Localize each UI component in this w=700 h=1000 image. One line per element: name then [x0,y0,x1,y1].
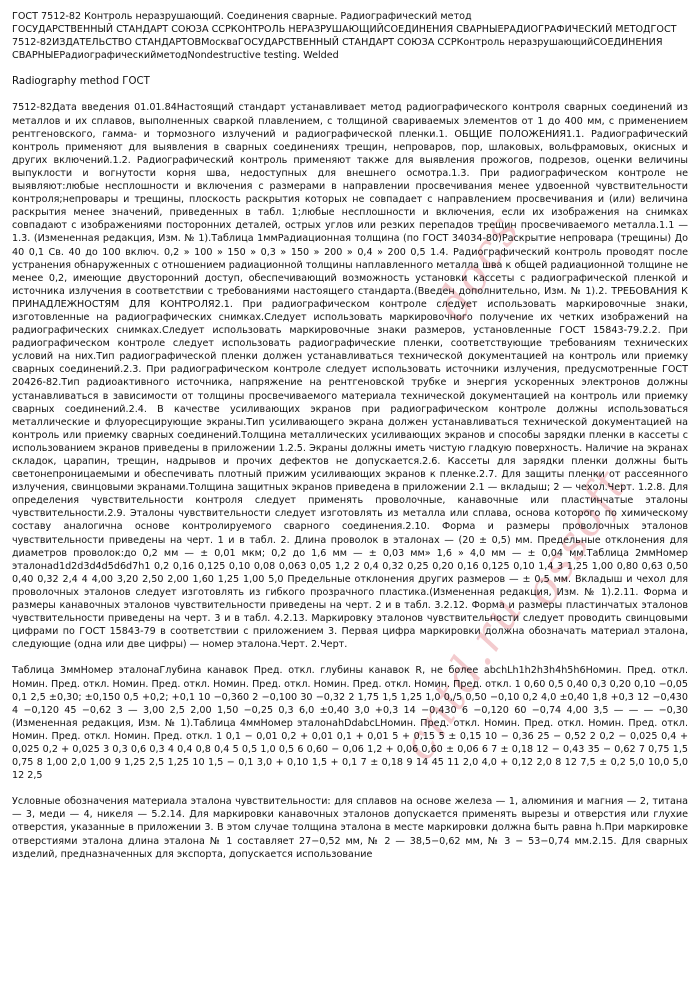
watermark-text-3: cntd.ru [390,584,534,770]
document-footer-note: Условные обозначения материала эталона чувствительности: для сплавов на основе железа — 1, алюминия и магния — 2, титана — 3, меди — 4, никеля — 5.2.14. Для маркировки канавочных эталонов допускается применять вырезы и отверстия или глухие отверстия, указанные в приложении 3. В этом случае толщина эталона в месте маркировки должна быть равна h.При маркировке отверстиями эталона длина эталона № 1 составляет 27−0,52 мм, № 2 — 38,5−0,62 мм, № 3 − 53−0,74 мм.2.15. Для сварных изделий, предназначенных для экспорта, допускается использование [12,796,688,860]
document-table-block: Таблица 3ммНомер эталонаГлубина канавок Пред. откл. глубины канавок R, не более abchLh1h2h3h4h5h6Номин. Пред. откл. Номин. Пред. откл. Номин. Пред. откл. Номин. Пред. откл. Номин. Пред. откл. Номин. Пред. откл. 1 0,60 0,5 0,40 0,3 0,20 0,10 −0,05 0,1 2,5 ±0,30; ±0,150 0,5 +0,2; +0,1 10 −0,360 2 −0,100 30 −0,32 2 1,75 1,5 1,25 1,0 0,/5 0,50 −0,10 0,2 4,0 ±0,40 1,8 +0,3 12 −0,430 4 −0,120 45 −0,62 3 — 3,00 2,5 2,00 1,50 −0,25 0,3 6,0 ±0,40 3,0 +0,3 14 −0,430 6 −0,120 60 −0,74 4,00 3,5 — — — −0,30 (Измененная редакция, Изм. № 1).Таблица 4ммНомер эталонаhDdabcLHомин. Пред. откл. Номин. Пред. откл. Номин. Пред. откл. Номин. Пред. откл. Номин. Пред. откл. 1 0,1 − 0,01 0,2 + 0,01 0,1 + 0,01 5 + 0,15 5 ± 0,15 10 − 0,36 25 − 0,52 2 0,2 − 0,025 0,4 + 0,025 0,2 + 0,025 3 0,3 0,6 0,3 4 0,4 0,8 0,4 5 0,5 1,0 0,5 6 0,60 − 0,06 1,2 + 0,06 0,60 ± 0,06 6 7 ± 0,18 12 − 0,43 35 − 0,62 7 0,75 1,5 0,75 8 1,00 2,0 1,00 9 1,25 2,5 1,25 10 1,5 − 0,1 3,0 + 0,10 1,5 + 0,1 7 ± 0,18 9 14 45 11 2,0 4,0 + 0,12 2,0 8 12 7,5 ± 0,2 5,0 10,0 5,0 12 2,5 [12,665,688,782]
document-subtitle: Radiography method ГОСТ [12,76,150,88]
watermark-text-1: docs [424,204,531,330]
document-body-main: 7512-82Дата введения 01.01.84Настоящий стандарт устанавливает метод радиографического контроля сварных соединений из металлов и их сплавов, выполненных сваркой плавлением, с толщиной свариваемых элементов от 1 до 400 мм, с применением рентгеновского, гамма- и тормозного излучений и радиографической пленки.1. ОБЩИЕ ПОЛОЖЕНИЯ1.1. Радиографический контроль применяют для выявления в сварных соединениях трещин, непроваров, пор, шлаковых, вольфрамовых, окисных и других включений.1.2. Радиографический контроль применяют также для выявления прожогов, подрезов, оценки величины выпуклости и вогнутости корня шва, недоступных для внешнего осмотра.1.3. При радиографическом контроле не выявляют:любые несплошности и включения с размерами в направлении просвечивания менее удвоенной чувствительности контроля;непровары и трещины, плоскость раскрытия которых не совпадает с направлением просвечивания и (или) величина раскрытия менее значений, приведенных в табл. 1;любые несплошности и включения, если их изображения на снимках совпадают с изображениями посторонних деталей, острых углов или резких перепадов трещин просвечиваемого металла.1.1 — 1.3. (Измененная редакция, Изм. № 1).Таблица 1ммРадиационная толщина (по ГОСТ 34034-80)Раскрытие непровара (трещины) До 40 0,1 Св. 40 до 100 включ. 0,2 » 100 » 150 » 0,3 » 150 » 200 » 0,4 » 200 0,5 1.4. Радиографический контроль проводят после устранения обнаруженных с отношением радиационной толщины наплавленного металла шва к общей радиационной толщине не менее 0,2, имеющие двусторонний доступ, обеспечивающий возможность установки кассеты с радиографической пленкой и источника излучения в соответствии с требованиями настоящего стандарта.(Введен дополнительно, Изм. № 1).2. ТРЕБОВАНИЯ К ПРИНАДЛЕЖНОСТЯМ ДЛЯ КОНТРОЛЯ2.1. При радиографическом контроле следует использовать маркировочные знаки, изготовленные на радиографических снимках.Следует использовать маркировочного получение их четких изображений на радиографических снимках.Следует использовать маркировочные знаки размеров, установленные ГОСТ 15843-79.2.2. При радиографическом контроле следует использовать радиографические пленки, соответствующие требованиям технических условий на них.Тип радиографической пленки должен устанавливаться технической документацией на контроль или приемку сварных соединений.2.3. При радиографическом контроле следует использовать источники излучения, предусмотренные ГОСТ 20426-82.Тип радиоактивного источника, напряжение на рентгеновской трубке и энергия ускоренных электронов должны устанавливаться в зависимости от толщины просвечиваемого материала технической документацией на контроль или приемку сварных соединений.2.4. В качестве усиливающих экранов при радиографическом контроле должны использоваться металлические и флуоресцирующие экраны.Тип усиливающего экрана должен устанавливаться технической документацией на контроль или приемку сварных соединений.Толщина металлических усиливающих экранов и способы зарядки пленки в кассеты с использованием экранов приведены в приложении 1.2.5. Экраны должны иметь чистую гладкую поверхность. Наличие на экранах складок, царапин, трещин, надрывов и прочих дефектов не допускается.2.6. Кассеты для зарядки пленки должны быть светонепроницаемыми и обеспечивать плотный прижим усиливающих экранов к пленке.2.7. Для защиты пленки от рассеянного излучения, свинцовыми экранами.Толщина защитных экранов приведена в приложении 2.1 — вкладыш; 2 — чехол.Черт. 1.2.8. Для определения чувствительности контроля следует применять проволочные, канавочные или пластинчатые эталоны чувствительности.2.9. Эталоны чувствительности следует изготовлять из металла или сплава, основа которого по химическому составу аналогична основе контролируемого сварного соединения.2.10. Форма и размеры проволочных эталонов чувствительности приведены на черт. 1 и в табл. 2. Длина проволок в эталонах — (20 ± 0,5) мм. Предельные отклонения для диаметров проволок:до 0,2 мм — ± 0,01 мкм; 0,2 до 1,6 мм — ± 0,03 мм» 1,6 » 4,0 мм — ± 0,04 мм.Таблица 2ммНомер эталонаd1d2d3d4d5d6d7h1 0,2 0,16 0,125 0,10 0,08 0,063 0,05 1,2 2 0,4 0,32 0,25 0,20 0,16 0,125 0,10 1,4 3 1,25 1,00 0,80 0,63 0,50 0,40 0,32 2,4 4 4,00 3,20 2,50 2,00 1,60 1,25 1,00 5,0 Предельные отклонения других размеров — ± 0,5 мм. Вкладыш и чехол для проволочных эталонов следует изготовлять из гибкого прозрачного пластика.(Измененная редакция, Изм. № 1).2.11. Форма и размеры канавочных эталонов чувствительности приведены на черт. 2 и в табл. 3.2.12. Форма и размеры пластинчатых эталонов чувствительности приведены на черт. 3 и в табл. 4.2.13. Маркировку эталонов чувствительности следует проводить свинцовыми цифрами по ГОСТ 15843-79 в соответствии с приложением 3. Первая цифра маркировки должна обозначать материал эталона, следующие (одна или две цифры) — номер эталона.Черт. 2.Черт. [12,102,688,651]
document-header-line-2: ГОСУДАРСТВЕННЫЙ СТАНДАРТ СОЮЗА ССРКОНТРОЛЬ НЕРАЗРУШАЮЩИЙСОЕДИНЕНИЯ СВАРНЫЕРАДИОГРАФИЧЕСКИЙ МЕТОДГОСТ 7512-82ИЗДАТЕЛЬСТВО СТАНДАРТОВМоскваГОСУДАРСТВЕННЫЙ СТАНДАРТ СОЮЗА ССРКонтроль неразрушающийСОЕДИНЕНИЯ СВАРНЫЕРадиографическийметодNondestructive testing. Welded [12,24,677,62]
document-header [12,10,688,62]
document-header-line-1: ГОСТ 7512-82 Контроль неразрушающий. Соединения сварные. Радиографический метод [12,11,472,22]
spacer-before-tables [12,651,688,664]
document-content [12,10,688,861]
spacer-before-footer [12,782,688,795]
watermark-text-2: ossoft [512,459,638,615]
spacer-after-subtitle [12,88,688,101]
